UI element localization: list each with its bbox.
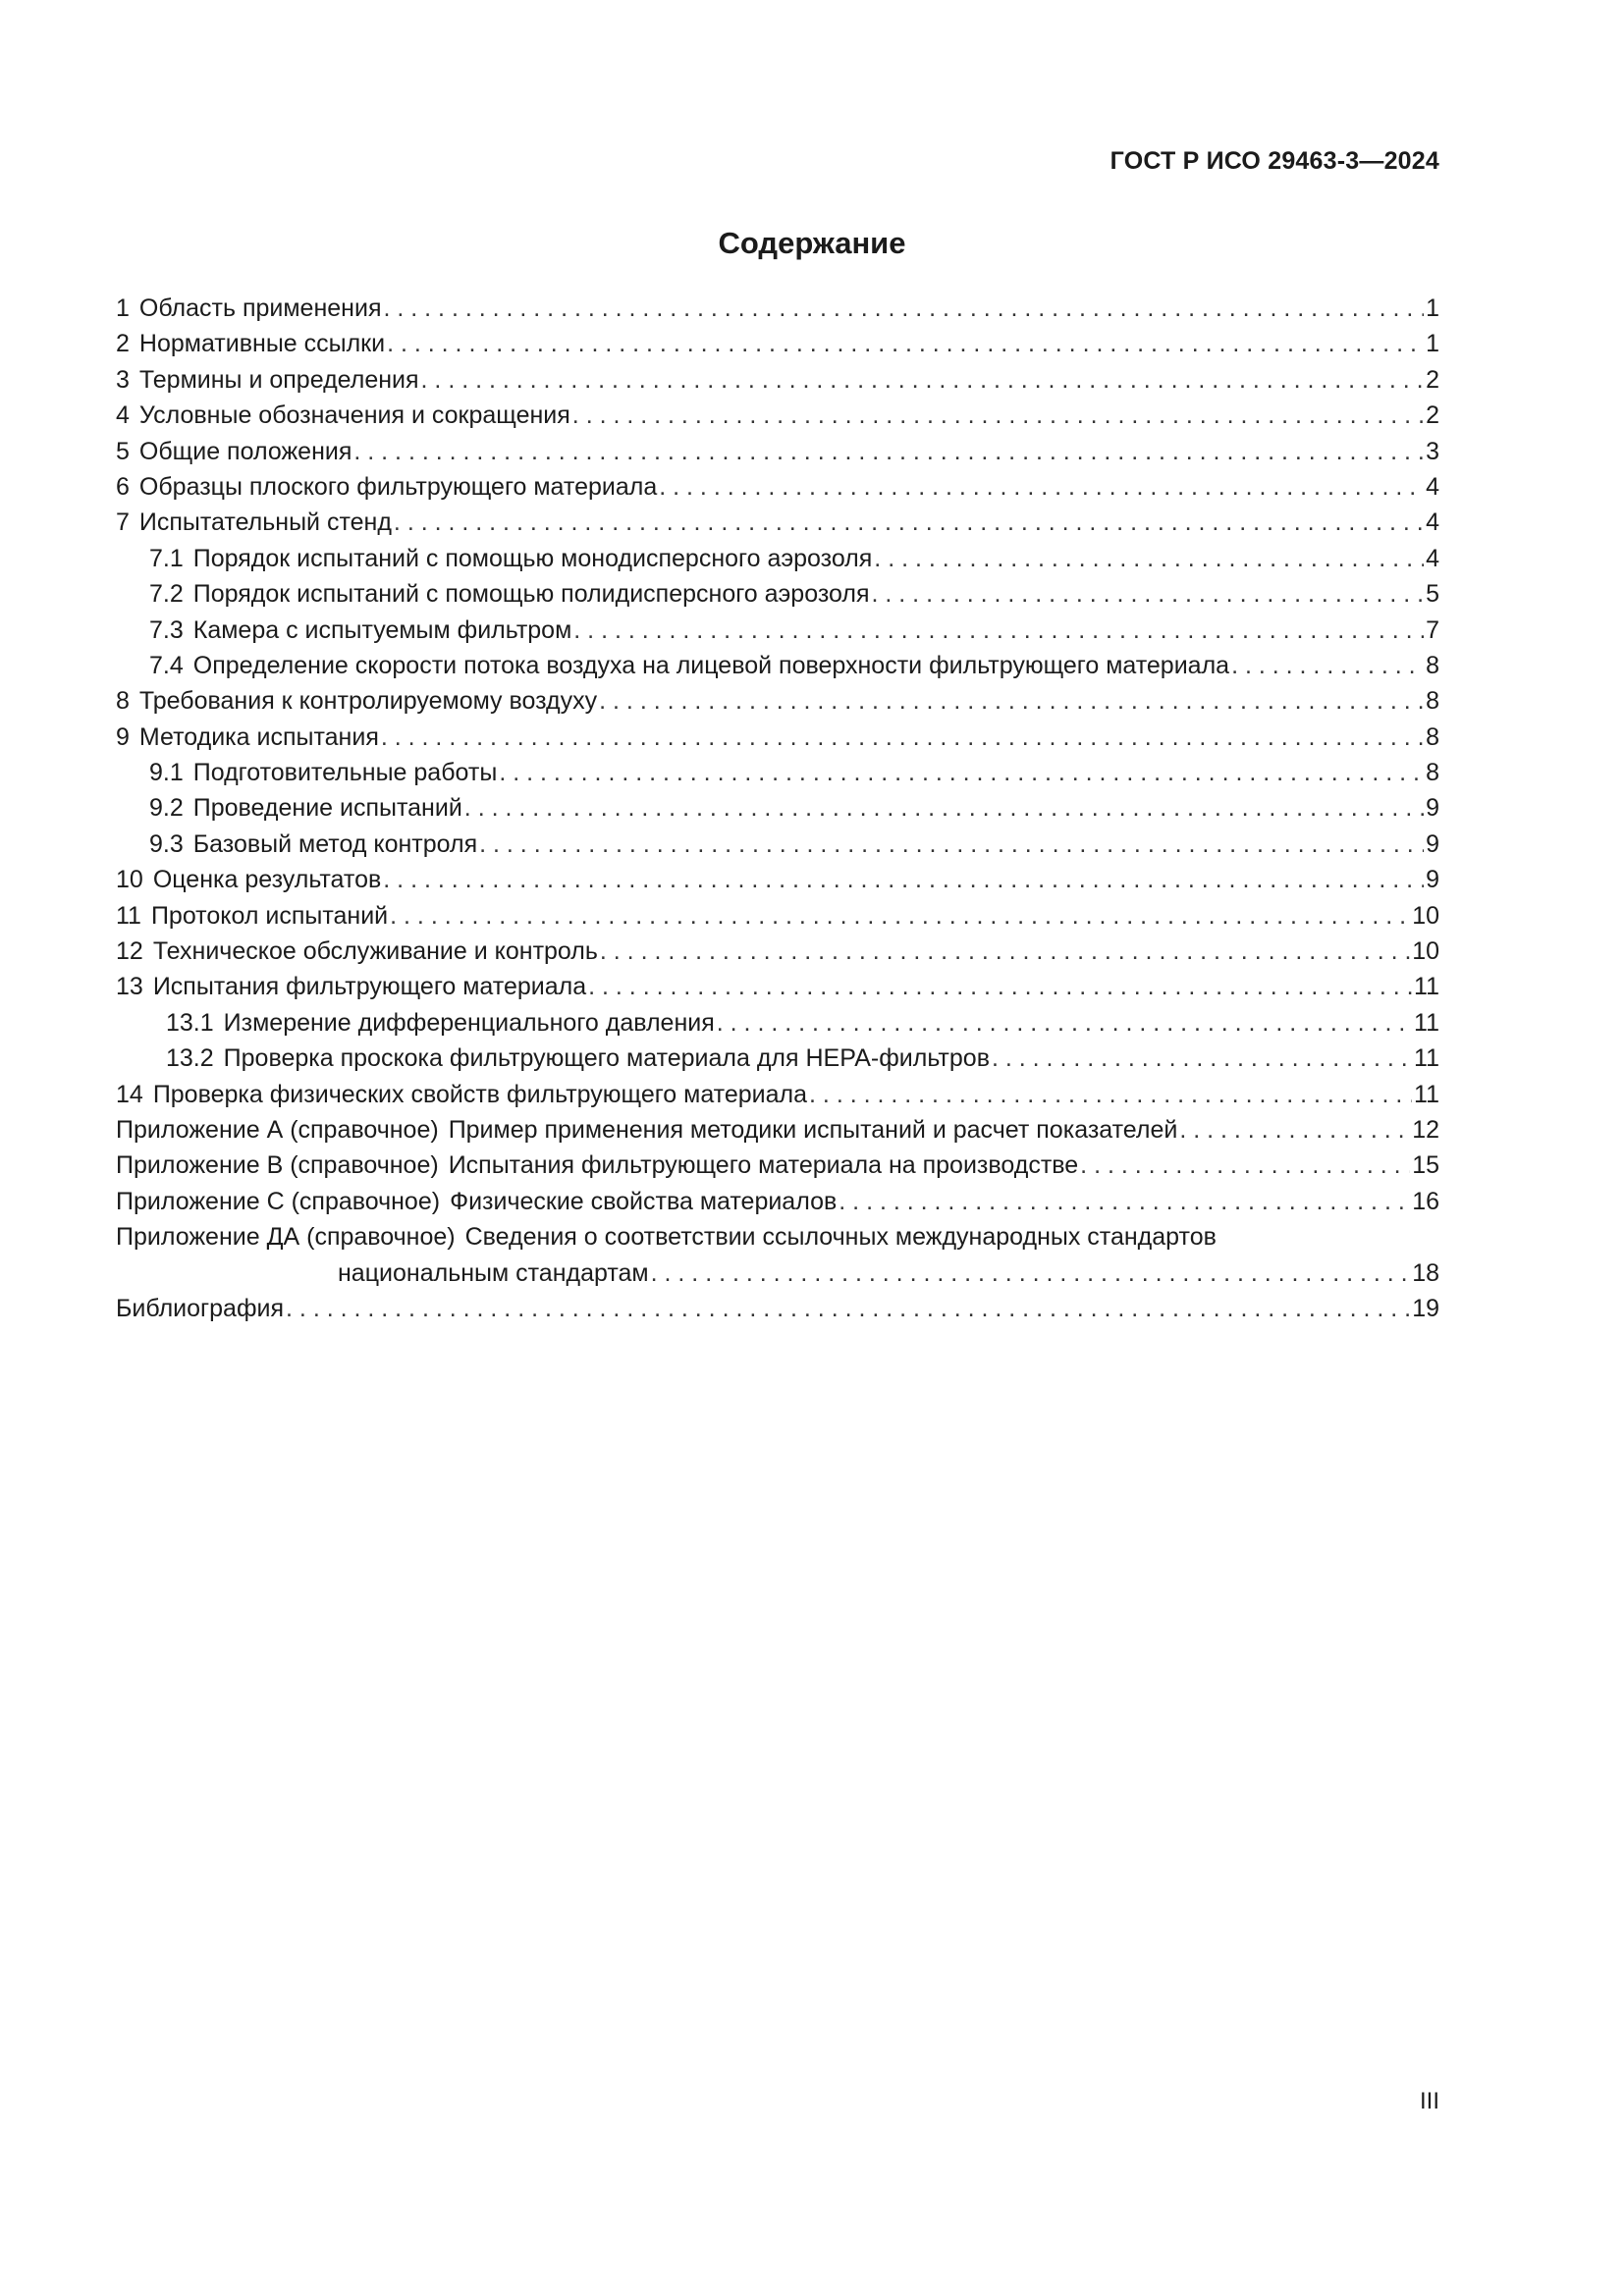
toc-entry-page: 1: [1426, 330, 1439, 358]
toc-leader-dots: [464, 790, 1424, 826]
toc-entry-page: 15: [1412, 1151, 1439, 1180]
toc-leader-dots: [479, 827, 1424, 862]
toc-entry[interactable]: [116, 291, 1439, 326]
toc-entry[interactable]: [116, 1148, 1439, 1183]
toc-leader-dots: [572, 398, 1424, 433]
toc-entry-number: 7.2: [149, 580, 184, 609]
toc-entry[interactable]: [116, 362, 1439, 398]
toc-entry-title: Подготовительные работы: [192, 759, 498, 787]
toc-leader-dots: [717, 1005, 1412, 1041]
toc-entry-number: 7: [116, 508, 130, 537]
toc-entry-number: 7.1: [149, 544, 184, 572]
toc-entry[interactable]: [116, 505, 1439, 540]
toc-leader-dots: [286, 1291, 1410, 1326]
toc-entry[interactable]: [116, 862, 1439, 897]
toc-entry-number: 9.2: [149, 794, 184, 823]
toc-entry-title: Техническое обслуживание и контроль: [152, 937, 598, 966]
toc-entry[interactable]: [116, 434, 1439, 469]
toc-leader-dots: [1179, 1112, 1410, 1148]
toc-leader-dots: [421, 362, 1424, 398]
toc-leader-dots: [651, 1255, 1411, 1291]
document-code: ГОСТ Р ИСО 29463-3—2024: [1110, 147, 1439, 175]
toc-leader-dots: [992, 1041, 1412, 1076]
toc-entry-number: 13: [116, 973, 143, 1001]
toc-entry[interactable]: [116, 613, 1439, 648]
toc-entry-page: 2: [1426, 365, 1439, 394]
toc-entry-page: 8: [1426, 722, 1439, 751]
toc-entry-page: 4: [1426, 472, 1439, 501]
toc-entry-title: Методика испытания: [138, 722, 379, 751]
toc-entry-title: Протокол испытаний: [150, 901, 389, 930]
toc-entry-number: 7.4: [149, 651, 184, 679]
toc-entry[interactable]: [116, 827, 1439, 862]
toc-entry-page: 11: [1414, 973, 1439, 1001]
toc-entry-page: 9: [1426, 866, 1439, 894]
toc-entry[interactable]: [116, 1255, 1439, 1291]
toc-entry-page: 19: [1412, 1294, 1439, 1322]
toc-entry[interactable]: [116, 683, 1439, 719]
toc-entry-number: 7.3: [149, 615, 184, 644]
toc-entry-title: Пример применения методики испытаний и расчет показателей: [448, 1115, 1178, 1144]
toc-entry-number: 9: [116, 722, 130, 751]
toc-leader-dots: [394, 505, 1424, 540]
toc-entry-title: национальным стандартам: [338, 1258, 649, 1287]
toc-entry[interactable]: [116, 398, 1439, 433]
toc-entry[interactable]: [116, 1005, 1439, 1041]
toc-entry-page: 8: [1426, 651, 1439, 679]
toc-leader-dots: [387, 326, 1424, 361]
toc-entry[interactable]: [116, 1219, 1439, 1255]
toc-entry-number: Приложение А (справочное): [116, 1115, 439, 1144]
toc-entry[interactable]: [116, 720, 1439, 755]
toc-leader-dots: [1080, 1148, 1410, 1183]
toc-entry-title: Испытания фильтрующего материала: [152, 973, 587, 1001]
toc-leader-dots: [381, 720, 1424, 755]
toc-entry[interactable]: [116, 1077, 1439, 1112]
toc-entry-title: Термины и определения: [138, 365, 419, 394]
toc-leader-dots: [353, 434, 1424, 469]
toc-entry-title: Определение скорости потока воздуха на лицевой поверхности фильтрующего материала: [192, 651, 1230, 679]
toc-entry-title: Образцы плоского фильтрующего материала: [138, 472, 658, 501]
toc-leader-dots: [839, 1184, 1410, 1219]
toc-entry-title: Оценка результатов: [152, 866, 382, 894]
toc-entry-title: Условные обозначения и сокращения: [138, 401, 570, 430]
toc-entry[interactable]: [116, 1291, 1439, 1326]
toc-entry-title: Проверка проскока фильтрующего материала для НЕРА-фильтров: [223, 1044, 990, 1073]
toc-entry-page: 5: [1426, 580, 1439, 609]
toc-entry-page: 9: [1426, 829, 1439, 858]
toc-entry-number: 14: [116, 1080, 143, 1108]
toc-entry-page: 10: [1412, 937, 1439, 966]
toc-entry-page: 18: [1412, 1258, 1439, 1287]
toc-entry-title: Библиография: [116, 1294, 285, 1322]
toc-entry-page: 8: [1426, 687, 1439, 716]
toc-title: Содержание: [718, 226, 906, 260]
toc-entry[interactable]: [116, 326, 1439, 361]
toc-entry-title: Камера с испытуемым фильтром: [192, 615, 572, 644]
toc-entry[interactable]: [116, 648, 1439, 683]
page-number: III: [1419, 2088, 1439, 2114]
toc-leader-dots: [600, 934, 1410, 969]
toc-entry-title: Проверка физических свойств фильтрующего материала: [152, 1080, 808, 1108]
toc-leader-dots: [659, 469, 1424, 505]
toc-entry-title: Область применения: [138, 294, 382, 322]
toc-entry-page: 8: [1426, 759, 1439, 787]
toc-entry-number: 13.1: [166, 1008, 214, 1037]
toc-entry-title: Испытания фильтрующего материала на производстве: [448, 1151, 1079, 1180]
table-of-contents: [116, 291, 1439, 1326]
toc-entry[interactable]: [116, 1041, 1439, 1076]
toc-entry-number: 13.2: [166, 1044, 214, 1073]
toc-leader-dots: [499, 755, 1424, 790]
toc-entry-number: Приложение ДА (справочное): [116, 1223, 456, 1252]
toc-entry-number: 5: [116, 437, 130, 465]
toc-entry-title: Порядок испытаний с помощью монодисперсного аэрозоля: [192, 544, 873, 572]
toc-entry-page: 11: [1414, 1008, 1439, 1037]
toc-entry-page: 11: [1414, 1044, 1439, 1073]
toc-leader-dots: [383, 291, 1424, 326]
toc-entry[interactable]: [116, 934, 1439, 969]
toc-entry-page: 1: [1426, 294, 1439, 322]
toc-entry-page: 9: [1426, 794, 1439, 823]
toc-entry[interactable]: [116, 969, 1439, 1004]
toc-entry-title: Порядок испытаний с помощью полидисперсного аэрозоля: [192, 580, 870, 609]
toc-entry-number: 10: [116, 866, 143, 894]
toc-entry-number: 4: [116, 401, 130, 430]
toc-entry-page: 16: [1412, 1187, 1439, 1215]
toc-leader-dots: [1231, 648, 1424, 683]
toc-leader-dots: [588, 969, 1412, 1004]
toc-entry-number: 6: [116, 472, 130, 501]
toc-entry-title: Проведение испытаний: [192, 794, 462, 823]
toc-entry-number: 11: [116, 901, 141, 930]
toc-entry-title: Общие положения: [138, 437, 352, 465]
toc-entry-page: 4: [1426, 508, 1439, 537]
toc-entry-page: 7: [1426, 615, 1439, 644]
toc-entry[interactable]: [116, 898, 1439, 934]
toc-entry[interactable]: [116, 469, 1439, 505]
toc-entry[interactable]: [116, 790, 1439, 826]
toc-leader-dots: [390, 898, 1410, 934]
toc-entry-title: Базовый метод контроля: [192, 829, 478, 858]
toc-entry[interactable]: [116, 1112, 1439, 1148]
toc-entry-page: 10: [1412, 901, 1439, 930]
toc-entry-title: Испытательный стенд: [138, 508, 392, 537]
toc-entry[interactable]: [116, 576, 1439, 612]
toc-entry-number: Приложение В (справочное): [116, 1151, 439, 1180]
toc-entry-page: 4: [1426, 544, 1439, 572]
toc-leader-dots: [383, 862, 1424, 897]
toc-entry[interactable]: [116, 1184, 1439, 1219]
toc-leader-dots: [599, 683, 1424, 719]
toc-entry-title: Нормативные ссылки: [138, 330, 386, 358]
toc-entry-title: Сведения о соответствии ссылочных международных стандартов: [464, 1223, 1217, 1252]
toc-entry-page: 3: [1426, 437, 1439, 465]
toc-entry-number: 9.1: [149, 759, 184, 787]
toc-entry-number: Приложение С (справочное): [116, 1187, 441, 1215]
toc-entry-number: 8: [116, 687, 130, 716]
toc-entry-page: 2: [1426, 401, 1439, 430]
toc-entry-title: Измерение дифференциального давления: [223, 1008, 715, 1037]
toc-entry-number: 1: [116, 294, 130, 322]
toc-leader-dots: [573, 613, 1424, 648]
toc-entry-number: 3: [116, 365, 130, 394]
toc-entry-page: 11: [1414, 1080, 1439, 1108]
toc-entry[interactable]: [116, 755, 1439, 790]
toc-leader-dots: [872, 576, 1425, 612]
toc-entry-title: Физические свойства материалов: [450, 1187, 838, 1215]
toc-entry-page: 12: [1412, 1115, 1439, 1144]
toc-entry-number: 12: [116, 937, 143, 966]
toc-leader-dots: [809, 1077, 1412, 1112]
toc-entry-number: 9.3: [149, 829, 184, 858]
toc-entry[interactable]: [116, 541, 1439, 576]
toc-entry-title: Требования к контролируемому воздуху: [138, 687, 598, 716]
toc-entry-number: 2: [116, 330, 130, 358]
toc-leader-dots: [874, 541, 1424, 576]
